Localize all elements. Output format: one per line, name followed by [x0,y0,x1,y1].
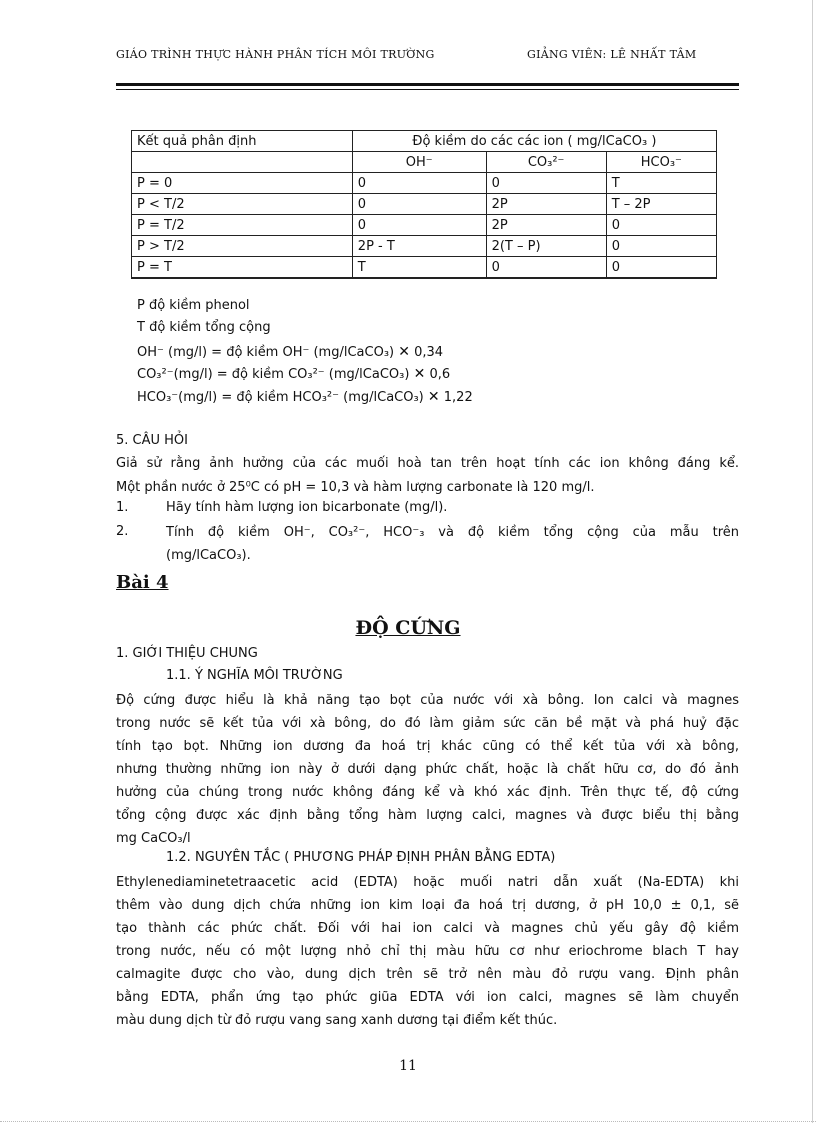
paragraph-line: nhưng thường những ion này ở dưới dạng phức chất, hoặc là chất hữu cơ, do đó ảnh [116,762,739,777]
multiply-icon: ✕ [427,389,440,405]
paragraph-line: hưởng của chúng trong nước không đáng kể và khó xác định. Trên thực tế, độ cứng [116,785,739,800]
page-bottom-dots [0,1121,816,1122]
table-cell: 0 [606,215,716,236]
table-row [132,215,717,236]
alkalinity-table [131,130,717,279]
question-1: Hãy tính hàm lượng ion bicarbonate (mg/l). [166,500,448,515]
table-cell: 2(T – P) [486,236,606,257]
table-cell: 0 [606,257,716,279]
table-cell: 2P [486,215,606,236]
table-cell: P = T [132,257,353,279]
table-cell: P = 0 [132,173,353,194]
table-row [132,173,717,194]
questions-intro: Giả sử rằng ảnh hưởng của các muối hoà tan trên hoạt tính các ion không đáng kể. [116,456,739,471]
equation-oh [137,344,443,360]
table-sub-hco3: HCO₃⁻ [606,152,716,173]
table-row [132,257,717,279]
table-subheader-row [132,152,717,173]
note-total: T độ kiềm tổng cộng [137,320,271,335]
table-head-result: Kết quả phân định [132,131,353,152]
equation-factor: 0,34 [414,345,444,360]
equation-lhs: CO₃²⁻(mg/l) = độ kiềm CO₃²⁻ (mg/lCaCO₃) [137,367,410,382]
table-cell: 0 [352,194,486,215]
paragraph-line: thêm vào dung dịch chứa những ion kim loại đa hoá trị dương, ở pH 10,0 ± 0,1, sẽ [116,898,739,913]
equation-factor: 0,6 [429,367,451,382]
table-sub-co3: CO₃²⁻ [486,152,606,173]
page-edge-line [812,0,813,1123]
paragraph-line: calmagite được cho vào, dung dịch trên sẽ trở nên màu đỏ rượu vang. Định phân [116,967,739,982]
table-cell: P < T/2 [132,194,353,215]
lesson-title: ĐỘ CỨNG [355,617,461,639]
table-cell: 2P [486,194,606,215]
table-cell: 0 [352,173,486,194]
question-number: 2. [116,524,129,539]
table-cell: 0 [486,257,606,279]
table-head-alkalinity: Độ kiềm do các các ion ( mg/lCaCO₃ ) [352,131,716,152]
multiply-icon: ✕ [413,366,426,382]
paragraph-line: tạo thành các phức chất. Đối với hai ion calci và magnes chủ yếu gây độ kiềm [116,921,739,936]
equation-lhs: HCO₃⁻(mg/l) = độ kiềm HCO₃²⁻ (mg/lCaCO₃) [137,390,424,405]
header-rule-thick [116,83,739,86]
paragraph-line: bằng EDTA, phẩn ứng tạo phức giũa EDTA với ion calci, magnes sẽ làm chuyển [116,990,739,1005]
equation-lhs: OH⁻ (mg/l) = độ kiềm OH⁻ (mg/lCaCO₃) [137,345,395,360]
section-heading: 1. GIỚI THIỆU CHUNG [116,646,258,661]
questions-intro: Một phần nước ở 25⁰C có pH = 10,3 và hàm lượng carbonate là 120 mg/l. [116,480,595,495]
header-lecturer: GIẢNG VIÊN: LÊ NHẤT TÂM [527,48,697,61]
table-sub-oh: OH⁻ [352,152,486,173]
subsection-heading: 1.2. NGUYÊN TẮC ( PHƯƠNG PHÁP ĐỊNH PHÂN BẰNG EDTA) [166,850,556,865]
note-phenol: P độ kiềm phenol [137,298,250,313]
paragraph-line: tính tạo bọt. Những ion dương đa hoá trị khác cũng có thể kết tủa với xà bông, [116,739,739,754]
table-cell: 2P - T [352,236,486,257]
equation-hco3 [137,389,473,405]
paragraph-line: Ethylenediaminetetraacetic acid (EDTA) hoặc muối natri dẫn xuất (Na-EDTA) khi [116,875,739,890]
lesson-label: Bài 4 [116,572,169,593]
page-number: 11 [399,1058,417,1074]
equation-co3 [137,366,450,382]
subsection-heading: 1.1. Ý NGHĨA MÔI TRƯỜNG [166,668,343,683]
table-row [132,194,717,215]
table-cell: T [352,257,486,279]
question-2-cont: (mg/lCaCO₃). [166,548,251,563]
table-cell: 0 [606,236,716,257]
paragraph-line: trong nước, nếu có một lượng nhỏ chỉ thị màu hữu cơ như eriochrome blach T hay [116,944,739,959]
paragraph-line: trong nước sẽ kết tủa với xà bông, do đó làm giảm sức căn bề mặt và phá huỷ đặc [116,716,739,731]
question-number: 1. [116,500,129,515]
table-cell: 0 [486,173,606,194]
equation-factor: 1,22 [443,390,473,405]
multiply-icon: ✕ [398,344,410,360]
table-header-row [132,131,717,152]
paragraph-line: tổng cộng được xác định bằng tổng hàm lượng calci, magnes và được biểu thị bằng [116,808,739,823]
paragraph-line: mg CaCO₃/l [116,831,191,846]
table-cell: 0 [352,215,486,236]
table-cell: P = T/2 [132,215,353,236]
paragraph-line: Độ cứng được hiểu là khả năng tạo bọt của nước với xà bông. Ion calci và magnes [116,693,739,708]
table-cell: T [606,173,716,194]
paragraph-line: màu dung dịch từ đỏ rượu vang sang xanh dương tại điểm kết thúc. [116,1013,558,1028]
table-cell: P > T/2 [132,236,353,257]
header-course-title: GIÁO TRÌNH THỰC HÀNH PHÂN TÍCH MÔI TRƯỜNG [116,48,435,61]
questions-heading: 5. CÂU HỎI [116,433,188,448]
question-2: Tính độ kiềm OH⁻, CO₃²⁻, HCO⁻₃ và độ kiềm tổng cộng của mẫu trên [166,525,739,540]
table-cell: T – 2P [606,194,716,215]
table-row [132,236,717,257]
header-rule-thin [116,89,739,90]
table-cell [132,152,353,173]
